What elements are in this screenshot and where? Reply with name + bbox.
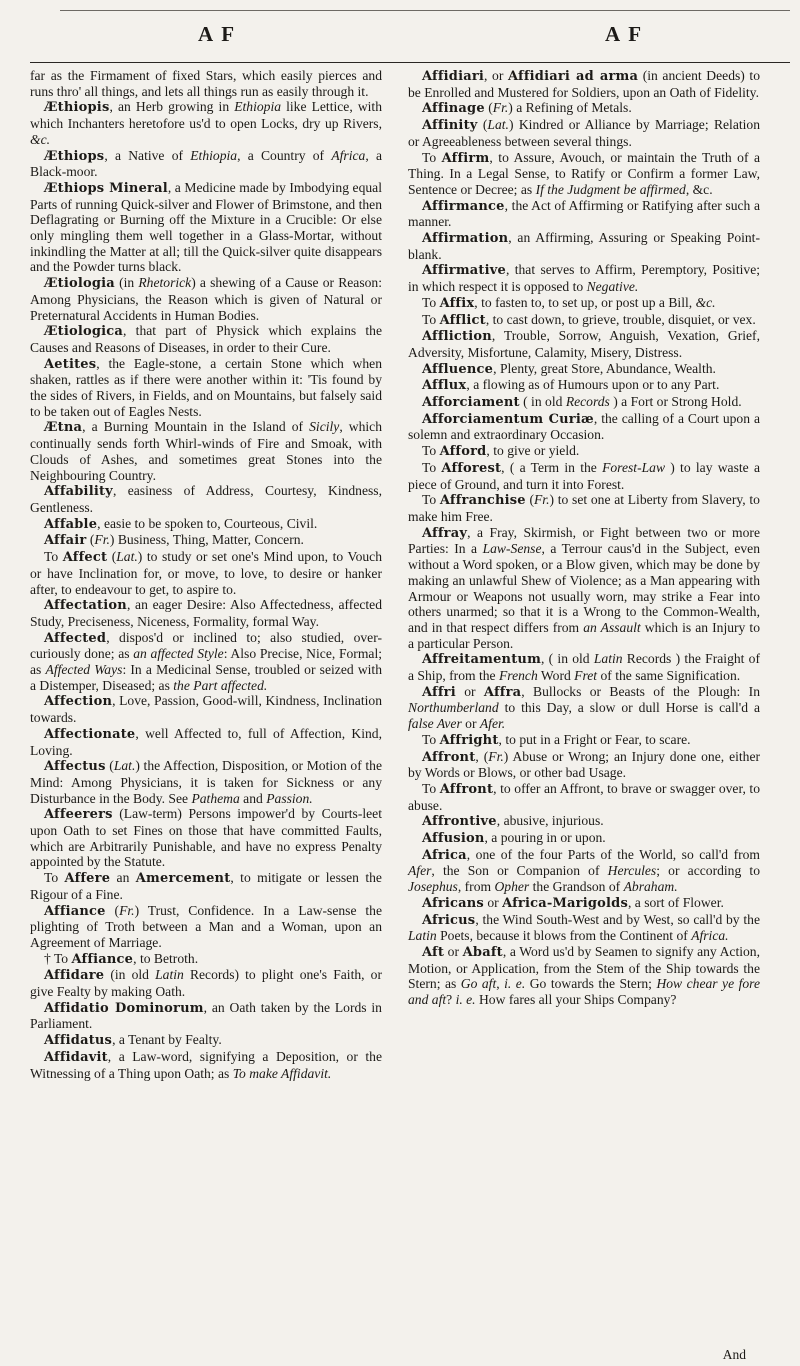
dictionary-entry: [408, 912, 760, 944]
entry-text: ) the Affection, Disposition, or Motion of the Mind: Among Physicians, it is taken for Sickness or any Disturbance in the Body. See: [30, 758, 382, 806]
dictionary-entry: [30, 356, 382, 420]
entry-headword: Affinage: [422, 101, 485, 117]
entry-text: , a flowing as of Humours upon or to any Part.: [466, 377, 720, 393]
entry-headword: Æthiopis: [44, 100, 110, 116]
entry-headword: Afforciament: [422, 395, 520, 411]
entry-headword: Affiance: [44, 903, 106, 919]
entry-text: To: [422, 149, 442, 165]
entry-text: , an eager Desire: Also Affectedness, affected Study, Preciseness, Niceness, Formality, formal Way.: [30, 597, 382, 629]
entry-text: , &c.: [685, 181, 713, 197]
entry-text: , Love, Passion, Good-will, Kindness, Inclination towards.: [30, 693, 382, 726]
entry-headword: Amercement: [135, 871, 231, 887]
entry-text: (: [484, 100, 493, 116]
entry-italic-text: Fret: [574, 668, 598, 684]
entry-headword: Affirmation: [422, 231, 509, 247]
entry-headword: Affectionate: [44, 726, 136, 742]
entry-text: , a Law-word, signifying a Deposition, or the Witnessing of a Thing upon Oath; as: [30, 1048, 382, 1081]
entry-text: (: [477, 117, 488, 133]
entry-headword: Ætna: [44, 420, 83, 436]
entry-italic-text: Opher: [494, 879, 530, 895]
entry-italic-text: Records: [565, 394, 610, 410]
entry-text: , an Herb growing in: [109, 99, 235, 115]
entry-text: , the Wind South-West and by West, so call'd by the: [475, 911, 760, 927]
entry-text: Records ) the Fraight of a Ship, from the: [408, 651, 761, 684]
entry-text: , abusive, injurious.: [496, 813, 604, 829]
entry-italic-text: To make Affidavit.: [232, 1065, 332, 1081]
entry-italic-text: Latin: [155, 967, 184, 983]
entry-headword: Afflux: [422, 378, 467, 394]
dictionary-entry: [408, 411, 760, 443]
entry-text: , which continually sends forth Whirl-winds of Fire and Smoak, with Clouds of Ashes, and sometimes great Stones into the Neighbouring Country.: [30, 419, 382, 483]
entry-italic-text: Pathema: [191, 790, 240, 806]
dictionary-entry: [408, 492, 760, 524]
entry-text: ) to study or set one's Mind upon, to Vouch or have Inclination for, or move, to love, to desire or hanker after, to endeavour to get, to aspire to.: [30, 549, 382, 597]
dictionary-entry: [408, 651, 760, 683]
dictionary-entry: [30, 1032, 382, 1049]
entry-text: , well Affected to, full of Affection, Kind, Loving.: [30, 725, 382, 758]
dictionary-entry: [30, 693, 382, 725]
entry-text: , an Oath taken by the Lords in Parliament.: [30, 999, 382, 1032]
entry-italic-text: Lat.: [113, 758, 136, 774]
entry-text: , a Medicine made by Imbodying equal Parts of running Quick-silver and Flower of Brimstone, and then Deflagrating or Burning off the Mixture in a Crucible: Or else only mingling them well together in a Glass-Mortar, without inkindling the Matter at all; till the Quick-silver quite disappears and the Powder turns black.: [30, 179, 382, 275]
left-column: [30, 68, 382, 1081]
entry-text: , or: [484, 68, 508, 83]
dictionary-entry: [30, 806, 382, 870]
entry-text: an: [110, 870, 136, 886]
entry-headword: Affeerers: [44, 807, 113, 823]
entry-italic-text: Lat.: [116, 549, 138, 565]
entry-italic-text: i. e.: [504, 976, 526, 992]
entry-headword: Affair: [44, 533, 87, 549]
dictionary-entry: [408, 684, 760, 732]
entry-headword: Affluence: [422, 361, 494, 377]
entry-text: To: [422, 294, 440, 310]
entry-italic-text: Fr.: [94, 532, 110, 548]
entry-text: (in: [114, 275, 139, 291]
entry-text: : Also Precise, Nice, Formal; as: [30, 646, 382, 678]
entry-headword: Æthiops: [44, 148, 105, 164]
dictionary-entry: [408, 198, 760, 230]
entry-text: To: [422, 492, 440, 508]
entry-italic-text: Lat.: [487, 117, 509, 133]
entry-text: , from: [457, 879, 495, 895]
entry-text: To: [422, 443, 440, 459]
entry-headword: Affra: [483, 684, 522, 700]
entry-headword: Afford: [439, 444, 487, 460]
entry-headword: Africa: [422, 847, 467, 863]
entry-italic-text: an affected Style: [133, 646, 224, 662]
entry-text: † To: [44, 950, 72, 966]
dictionary-entry: [408, 732, 760, 749]
catchword-header-right: A F: [605, 22, 644, 46]
catchword: And: [722, 1347, 746, 1362]
entry-text: ) to set one at Liberty from Slavery, to make him Free.: [408, 492, 760, 524]
entry-headword: Africus: [422, 912, 476, 928]
entry-text: : In a Medicinal Sense, troubled or seized with a Distemper, Diseased; as: [30, 662, 382, 693]
dictionary-entry: [408, 830, 760, 847]
entry-text: , the calling of a Court upon a solemn and extraordinary Occasion.: [408, 410, 760, 443]
entry-text: , (: [475, 748, 489, 764]
entry-text: , a Burning Mountain in the Island of: [82, 419, 310, 435]
entry-text: , that serves to Affirm, Peremptory, Positive; in which respect it is opposed to: [408, 262, 760, 295]
entry-text: , to fasten to, to set up, or post up a Bill,: [474, 294, 696, 310]
entry-headword: Afflict: [439, 312, 486, 328]
entry-italic-text: Afer: [408, 863, 432, 879]
entry-headword: Affront: [422, 749, 476, 765]
entry-text: , easiness of Address, Courtesy, Kindness, Gentleness.: [30, 483, 382, 515]
entry-text: ) Kindred or Alliance by Marriage; Relation or Agreeableness between several things.: [408, 117, 760, 149]
dictionary-entry: [30, 275, 382, 323]
entry-headword: Affidare: [44, 968, 105, 984]
dictionary-entry: [408, 100, 760, 117]
entry-text: ) a Fort or Strong Hold.: [609, 394, 742, 410]
dictionary-entry: [30, 68, 382, 99]
entry-text: Word: [537, 668, 575, 684]
entry-text: ) Trust, Confidence. In a Law-sense the plighting of Troth between a Man and a Woman, upon an Agreement of Marriage.: [30, 902, 382, 950]
entry-italic-text: Northumberland: [408, 700, 499, 716]
entry-text: , dispos'd or inclined to; also studied, over-curiously done; as: [30, 629, 382, 662]
entry-text: To: [422, 780, 440, 796]
entry-headword: Affect: [62, 550, 108, 566]
entry-text: How fares all your Ships Company?: [475, 992, 677, 1008]
dictionary-entry: [30, 516, 382, 533]
dictionary-entry: [30, 758, 382, 806]
entry-italic-text: Rhetorick: [138, 275, 192, 291]
page-header: [30, 10, 790, 63]
entry-italic-text: &c.: [695, 294, 716, 310]
entry-headword: Affusion: [422, 831, 485, 847]
dictionary-entry: [408, 68, 760, 100]
dictionary-entry: [30, 323, 382, 355]
entry-headword: Æthiops Mineral: [44, 180, 168, 196]
entry-italic-text: French: [499, 668, 538, 684]
entry-text: (: [105, 902, 120, 918]
dictionary-entry: [408, 460, 760, 492]
dictionary-entry: [30, 951, 382, 968]
entry-text: , to Betroth.: [133, 950, 199, 966]
entry-italic-text: Afer.: [479, 716, 506, 732]
entry-headword: Affirm: [441, 150, 490, 166]
dictionary-entry: [30, 148, 382, 180]
entry-text: the Grandson of: [529, 879, 624, 895]
entry-text: ,: [496, 976, 505, 992]
entry-text: , Trouble, Sorrow, Anguish, Vexation, Grief, Adversity, Misfortune, Calamity, Misery, Distress.: [408, 328, 760, 360]
entry-text: , a Terrour caus'd in the Subject, even without a Word spoken, or a Blow given, which may be done by making an unlawful Shew of Violence; as a Man appearing with Armour or Weapons not usually worn, may strike a Fear into others unarmed; so that it is a Wrong to the Common-Wealth, and in that respect differs from: [408, 541, 761, 635]
entry-text: To: [44, 549, 63, 565]
entry-headword: Affirmance: [422, 198, 505, 214]
entry-headword: Affected: [44, 630, 107, 646]
entry-italic-text: Fr.: [492, 100, 509, 116]
entry-text: To: [44, 870, 65, 886]
entry-italic-text: Ethiopia: [190, 147, 238, 163]
dictionary-entry: [30, 1049, 382, 1081]
entry-headword: Affrontive: [422, 814, 497, 830]
dictionary-entry: [408, 394, 760, 411]
entry-text: Poets, because it blows from the Continent of: [436, 928, 692, 944]
dictionary-entry: [30, 903, 382, 951]
entry-text: , a Tenant by Fealty.: [112, 1032, 222, 1048]
dictionary-entry: [30, 870, 382, 902]
entry-headword: Affray: [422, 525, 468, 541]
dictionary-entry: [408, 813, 760, 830]
dictionary-entry: [408, 525, 760, 652]
entry-text: , to offer an Affront, to brave or swagger over, to abuse.: [408, 780, 760, 813]
entry-text: far as the Firmament of fixed Stars, which easily pierces and runs thro' all things, and lets all things run as easily through it.: [30, 68, 382, 99]
dictionary-entry: [408, 262, 760, 294]
dictionary-entry: [30, 597, 382, 629]
entry-headword: Affidatus: [44, 1033, 113, 1049]
entry-headword: Africa-Marigolds: [502, 895, 628, 911]
entry-text: , that part of Physick which explains the Causes and Reasons of Diseases, in order to their Cure.: [30, 323, 382, 355]
dictionary-entry: [408, 295, 760, 312]
entry-italic-text: an Assault: [583, 619, 641, 635]
entry-headword: Ætiologica: [44, 324, 124, 340]
entry-headword: Affront: [439, 781, 494, 797]
dictionary-entry: [408, 944, 760, 1008]
entry-italic-text: Abraham.: [623, 879, 678, 895]
dictionary-entry: [408, 361, 760, 378]
entry-headword: Affability: [44, 484, 113, 500]
entry-italic-text: Ethiopia: [234, 99, 282, 115]
entry-text: , the Act of Affirming or Ratifying after such a manner.: [408, 197, 760, 230]
entry-italic-text: Negative.: [586, 279, 639, 295]
entry-italic-text: i. e.: [455, 992, 476, 1008]
dictionary-entry: [30, 419, 382, 483]
entry-text: (in ancient Deeds) to be Enrolled and Mustered for Soldiers, upon an Oath of Fidelity.: [408, 68, 760, 100]
entry-italic-text: Passion.: [266, 790, 313, 806]
entry-italic-text: Africa: [331, 147, 366, 163]
entry-headword: Affection: [44, 694, 113, 710]
entry-text: , to put in a Fright or Fear, to scare.: [498, 731, 691, 747]
dictionary-entry: [408, 117, 760, 149]
entry-text: , a Native of: [104, 147, 191, 163]
entry-italic-text: Fr.: [119, 902, 135, 918]
entry-text: To: [422, 311, 440, 327]
entry-text: To: [422, 731, 440, 747]
entry-text: ( in old: [519, 394, 566, 410]
entry-text: ) to lay waste a piece of Ground, and turn it into Forest.: [408, 459, 760, 492]
entry-italic-text: Forest-Law: [602, 459, 666, 475]
entry-italic-text: Sicily: [309, 419, 340, 435]
entry-text: , Bullocks or Beasts of the Plough: In: [521, 683, 760, 699]
entry-text: , a Word us'd by Seamen to signify any Action, Motion, or Application, from the Stem of the Ship towards the Stern; as: [408, 943, 760, 992]
entry-italic-text: Africa.: [691, 928, 729, 944]
dictionary-entry: [408, 328, 760, 360]
entry-headword: Abaft: [462, 944, 503, 960]
entry-italic-text: false Aver: [408, 716, 462, 732]
entry-headword: Affectus: [44, 759, 106, 775]
entry-text: ) Abuse or Wrong; an Injury done one, either by Words or Blows, or other bad Usage.: [408, 748, 761, 781]
entry-italic-text: Josephus: [408, 879, 458, 895]
dictionary-entry: [408, 312, 760, 329]
dictionary-entry: [30, 1000, 382, 1032]
entry-text: , a Black-moor.: [30, 147, 382, 180]
entry-headword: Ætiologia: [44, 276, 115, 292]
entry-text: , a pouring in or upon.: [484, 830, 606, 846]
entry-text: and: [239, 790, 267, 806]
entry-text: , to cast down, to grieve, trouble, disquiet, or vex.: [485, 311, 756, 327]
dictionary-entry: [408, 895, 760, 912]
entry-text: Go towards the Stern;: [525, 976, 657, 992]
entry-text: ?: [446, 992, 456, 1008]
entry-text: (: [86, 532, 95, 548]
entry-italic-text: Go aft: [460, 976, 497, 992]
entry-italic-text: Fr.: [534, 492, 550, 508]
entry-headword: Affiance: [71, 951, 134, 967]
entry-headword: Affere: [64, 871, 111, 887]
dictionary-entry: [30, 726, 382, 758]
entry-headword: Affirmative: [422, 263, 506, 279]
entry-headword: Aft: [422, 944, 445, 960]
entry-text: like Lettice, with which Inchanters heretofore us'd to open Locks, dry up Rivers,: [30, 99, 382, 132]
entry-text: ) a Refining of Metals.: [508, 100, 632, 116]
entry-headword: Affidiari: [422, 69, 485, 84]
entry-italic-text: Latin: [408, 928, 437, 944]
entry-text: ; or according to: [656, 863, 760, 879]
entry-headword: Africans: [422, 895, 484, 911]
entry-headword: Affidavit: [44, 1049, 108, 1065]
entry-text: , the Son or Companion of: [431, 863, 608, 879]
entry-text: of the same Signification.: [597, 668, 741, 684]
entry-text: (: [525, 492, 534, 508]
dictionary-entry: [30, 532, 382, 549]
header-rule: [60, 10, 790, 11]
entry-text: Records) to plight one's Faith, or give Fealty by making Oath.: [30, 967, 382, 1000]
dictionary-entry: [30, 967, 382, 999]
entry-headword: Affright: [439, 732, 499, 748]
entry-text: , to mitigate or lessen the Rigour of a Fine.: [30, 870, 382, 902]
entry-headword: Afforest: [441, 460, 502, 476]
entry-italic-text: Latin: [593, 651, 623, 667]
entry-text: (Law-term) Persons impower'd by Courts-leet upon Oath to set Fines on those that have committed Faults, which are Arbitrarily Punishable, and have no express Penalty appointed by the Statute.: [30, 806, 382, 870]
entry-headword: Affectation: [44, 598, 127, 614]
entry-text: , one of the four Parts of the World, so call'd from: [466, 846, 760, 862]
entry-headword: Affri: [422, 684, 456, 700]
entry-headword: Affranchise: [439, 493, 526, 509]
entry-headword: Affliction: [422, 329, 492, 345]
entry-text: , ( in old: [541, 651, 594, 667]
entry-text: or: [455, 683, 484, 699]
right-column: [408, 68, 760, 1008]
entry-italic-text: Law-Sense: [482, 541, 542, 557]
entry-text: to this Day, a slow or dull Horse is call'd a: [498, 700, 760, 716]
entry-text: or: [461, 716, 480, 732]
entry-text: To: [422, 459, 442, 475]
entry-text: , ( a Term in the: [501, 459, 603, 475]
entry-text: ) a shewing of a Cause or Reason: Among Physicians, the Reason which is given of Natural or Preternatural Accidents in Human Bodies.: [30, 275, 382, 323]
entry-text: , a sort of Flower.: [627, 894, 724, 910]
entry-text: , to give or yield.: [486, 443, 580, 459]
entry-italic-text: Affected Ways: [45, 662, 123, 678]
dictionary-entry: [30, 630, 382, 694]
entry-italic-text: If the Judgment be affirmed: [535, 181, 686, 197]
entry-text: (: [107, 549, 117, 565]
entry-headword: Affidiari ad arma: [508, 69, 639, 84]
entry-headword: Afforciamentum Curiæ: [422, 411, 594, 427]
dictionary-entry: [30, 483, 382, 515]
dictionary-entry: [408, 443, 760, 460]
dictionary-entry: [30, 549, 382, 597]
entry-text: , the Eagle-stone, a certain Stone which when shaken, rattles as if there were another within it: 'Tis found by the sides of Rivers, in Fields, and on Mountains, but falsely said to be taken out of Eagles Nests.: [30, 355, 382, 419]
entry-headword: Affreitamentum: [422, 652, 542, 668]
entry-text: (in old: [104, 967, 156, 983]
entry-text: or: [483, 894, 503, 910]
entry-text: , easie to be spoken to, Courteous, Civil.: [97, 515, 318, 531]
dictionary-entry: [408, 749, 760, 781]
dictionary-entry: [30, 99, 382, 147]
entry-text: , a Fray, Skirmish, or Fight between two or more Parties: In a: [408, 524, 760, 557]
dictionary-entry: [30, 180, 382, 275]
dictionary-entry: [408, 230, 760, 262]
entry-headword: Affix: [439, 295, 475, 311]
entry-text: which is an Injury to a particular Person.: [408, 619, 761, 651]
entry-italic-text: Hercules: [607, 863, 657, 879]
dictionary-entry: [408, 377, 760, 394]
catchword-header-left: A F: [198, 22, 237, 46]
dictionary-entry: [408, 847, 760, 895]
dictionary-entry: [408, 781, 760, 813]
entry-italic-text: How chear ye fore and aft: [408, 976, 760, 1008]
entry-text: , a Country of: [237, 147, 332, 163]
entry-headword: Affable: [44, 516, 98, 532]
entry-text: ) Business, Thing, Matter, Concern.: [109, 532, 304, 548]
entry-text: , Plenty, great Store, Abundance, Wealth.: [493, 360, 716, 376]
entry-italic-text: Fr.: [488, 748, 504, 764]
entry-text: or: [444, 943, 463, 959]
entry-italic-text: &c.: [30, 131, 51, 147]
entry-headword: Affinity: [422, 118, 478, 134]
entry-headword: Aetites: [44, 356, 97, 372]
entry-text: , to Assure, Avouch, or maintain the Truth of a Thing. In a Legal Sense, to Ratify or Confirm a former Law, Sentence or Decree; as: [408, 149, 760, 197]
entry-text: (: [105, 758, 114, 774]
dictionary-entry: [408, 150, 760, 198]
entry-italic-text: the Part affected.: [173, 677, 268, 693]
entry-headword: Affidatio Dominorum: [44, 1000, 204, 1016]
entry-text: , an Affirming, Assuring or Speaking Point-blank.: [408, 230, 760, 262]
